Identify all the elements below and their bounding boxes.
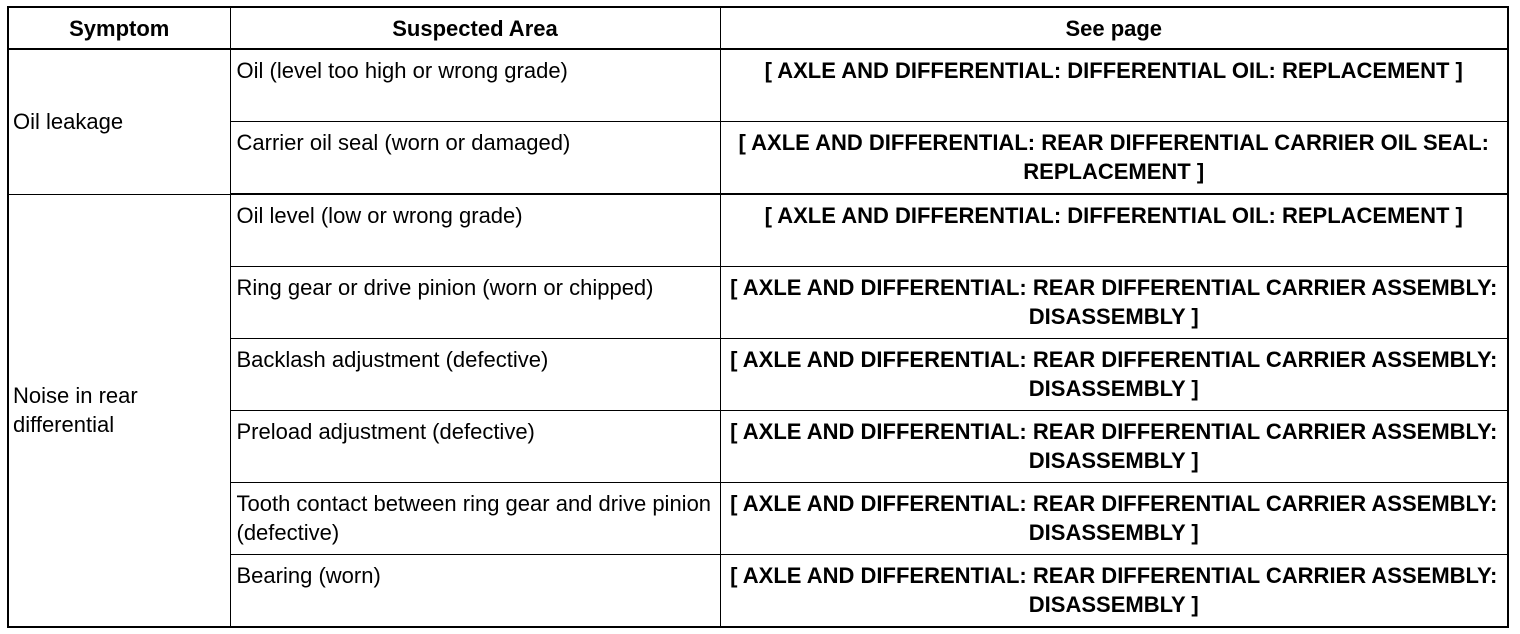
- header-see-page: See page: [720, 7, 1508, 49]
- table-row: [8, 483, 1508, 555]
- table-row: [8, 122, 1508, 195]
- table-row: [8, 411, 1508, 483]
- header-row: [8, 7, 1508, 49]
- header-symptom: Symptom: [8, 7, 230, 49]
- suspected-area-cell: Tooth contact between ring gear and drive pinion (defective): [230, 483, 720, 555]
- suspected-area-cell: Preload adjustment (defective): [230, 411, 720, 483]
- suspected-area-cell: Ring gear or drive pinion (worn or chipped): [230, 267, 720, 339]
- suspected-area-cell: Carrier oil seal (worn or damaged): [230, 122, 720, 195]
- troubleshooting-table: [7, 6, 1509, 628]
- table-row: [8, 555, 1508, 628]
- suspected-area-cell: Oil (level too high or wrong grade): [230, 49, 720, 122]
- suspected-area-cell: Backlash adjustment (defective): [230, 339, 720, 411]
- table-row: [8, 339, 1508, 411]
- symptom-cell: Oil leakage: [8, 49, 230, 194]
- see-page-link[interactable]: [ AXLE AND DIFFERENTIAL: REAR DIFFERENTIAL CARRIER ASSEMBLY: DISASSEMBLY ]: [720, 483, 1508, 555]
- see-page-link[interactable]: [ AXLE AND DIFFERENTIAL: REAR DIFFERENTIAL CARRIER OIL SEAL: REPLACEMENT ]: [720, 122, 1508, 195]
- table-row: [8, 267, 1508, 339]
- suspected-area-cell: Oil level (low or wrong grade): [230, 194, 720, 267]
- see-page-link[interactable]: [ AXLE AND DIFFERENTIAL: DIFFERENTIAL OIL: REPLACEMENT ]: [720, 49, 1508, 122]
- table-row: [8, 194, 1508, 267]
- see-page-link[interactable]: [ AXLE AND DIFFERENTIAL: DIFFERENTIAL OIL: REPLACEMENT ]: [720, 194, 1508, 267]
- see-page-link[interactable]: [ AXLE AND DIFFERENTIAL: REAR DIFFERENTIAL CARRIER ASSEMBLY: DISASSEMBLY ]: [720, 339, 1508, 411]
- see-page-link[interactable]: [ AXLE AND DIFFERENTIAL: REAR DIFFERENTIAL CARRIER ASSEMBLY: DISASSEMBLY ]: [720, 555, 1508, 628]
- suspected-area-cell: Bearing (worn): [230, 555, 720, 628]
- see-page-link[interactable]: [ AXLE AND DIFFERENTIAL: REAR DIFFERENTIAL CARRIER ASSEMBLY: DISASSEMBLY ]: [720, 411, 1508, 483]
- symptom-cell: Noise in rear differential: [8, 194, 230, 627]
- see-page-link[interactable]: [ AXLE AND DIFFERENTIAL: REAR DIFFERENTIAL CARRIER ASSEMBLY: DISASSEMBLY ]: [720, 267, 1508, 339]
- table-row: [8, 49, 1508, 122]
- header-suspected-area: Suspected Area: [230, 7, 720, 49]
